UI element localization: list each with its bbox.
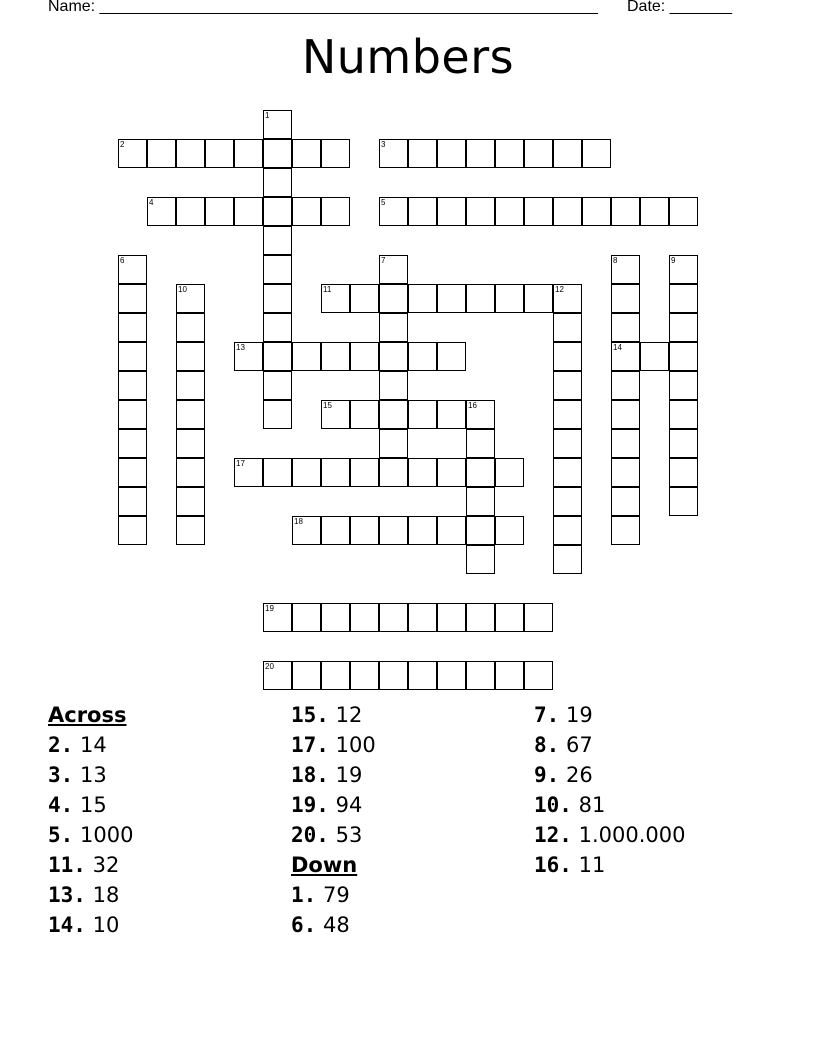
- grid-cell[interactable]: [176, 487, 205, 516]
- grid-cell[interactable]: [263, 342, 292, 371]
- grid-cell[interactable]: [118, 139, 147, 168]
- clue-down: 16. 11: [534, 853, 606, 877]
- grid-cell[interactable]: [669, 313, 698, 342]
- clue-number-label: 19: [265, 604, 274, 613]
- clue-down: 7. 19: [534, 703, 593, 727]
- grid-cell[interactable]: [263, 139, 292, 168]
- clue-across: 11. 32: [48, 853, 120, 877]
- grid-cell[interactable]: [321, 197, 350, 226]
- grid-cell[interactable]: [379, 197, 408, 226]
- grid-cell[interactable]: [321, 284, 350, 313]
- grid-cell[interactable]: [205, 139, 234, 168]
- grid-cell[interactable]: [495, 603, 524, 632]
- grid-cell[interactable]: [176, 516, 205, 545]
- grid-cell[interactable]: [118, 458, 147, 487]
- down-heading: Down: [291, 853, 358, 877]
- grid-cell[interactable]: [379, 284, 408, 313]
- grid-cell[interactable]: [553, 545, 582, 574]
- grid-cell[interactable]: [379, 661, 408, 690]
- grid-cell[interactable]: [611, 429, 640, 458]
- clue-across: 3. 13: [48, 763, 107, 787]
- clue-number-label: 13: [236, 343, 245, 352]
- clue-number-label: 4: [149, 198, 154, 207]
- grid-cell[interactable]: [466, 429, 495, 458]
- grid-cell[interactable]: [263, 400, 292, 429]
- grid-cell[interactable]: [437, 603, 466, 632]
- grid-cell[interactable]: [118, 371, 147, 400]
- clue-number-label: 8: [613, 256, 618, 265]
- grid-cell[interactable]: [176, 197, 205, 226]
- clue-number-label: 7: [381, 256, 386, 265]
- grid-cell[interactable]: [147, 197, 176, 226]
- grid-cell[interactable]: [176, 313, 205, 342]
- grid-cell[interactable]: [350, 400, 379, 429]
- clue-across: 2. 14: [48, 733, 107, 757]
- grid-cell[interactable]: [669, 342, 698, 371]
- grid-cell[interactable]: [669, 197, 698, 226]
- grid-cell[interactable]: [292, 661, 321, 690]
- grid-cell[interactable]: [582, 197, 611, 226]
- grid-cell[interactable]: [495, 197, 524, 226]
- grid-cell[interactable]: [321, 603, 350, 632]
- grid-cell[interactable]: [321, 458, 350, 487]
- grid-cell[interactable]: [437, 400, 466, 429]
- grid-cell[interactable]: [495, 661, 524, 690]
- grid-cell[interactable]: [263, 458, 292, 487]
- grid-cell[interactable]: [147, 139, 176, 168]
- grid-cell[interactable]: [553, 400, 582, 429]
- clue-number-label: 17: [236, 459, 245, 468]
- grid-cell[interactable]: [669, 487, 698, 516]
- grid-cell[interactable]: [553, 284, 582, 313]
- grid-cell[interactable]: [524, 661, 553, 690]
- grid-cell[interactable]: [408, 458, 437, 487]
- clue-number-label: 2: [120, 140, 125, 149]
- grid-cell[interactable]: [292, 342, 321, 371]
- grid-cell[interactable]: [437, 516, 466, 545]
- clue-across: 18. 19: [291, 763, 363, 787]
- clue-number-label: 11: [323, 285, 332, 294]
- clue-number-label: 10: [178, 285, 187, 294]
- grid-cell[interactable]: [350, 284, 379, 313]
- clue-column-2: [291, 700, 376, 940]
- grid-cell[interactable]: [118, 400, 147, 429]
- grid-cell[interactable]: [263, 110, 292, 139]
- grid-cell[interactable]: [466, 661, 495, 690]
- clue-number-label: 9: [671, 256, 676, 265]
- grid-cell[interactable]: [495, 284, 524, 313]
- clue-across: 14. 10: [48, 913, 120, 937]
- grid-cell[interactable]: [234, 342, 263, 371]
- clue-across: 4. 15: [48, 793, 107, 817]
- grid-cell[interactable]: [176, 429, 205, 458]
- grid-cell[interactable]: [234, 197, 263, 226]
- grid-cell[interactable]: [466, 603, 495, 632]
- grid-cell[interactable]: [118, 342, 147, 371]
- date-field-label: Date: _______: [627, 0, 732, 15]
- grid-cell[interactable]: [292, 458, 321, 487]
- grid-cell[interactable]: [669, 458, 698, 487]
- grid-cell[interactable]: [379, 458, 408, 487]
- grid-cell[interactable]: [350, 661, 379, 690]
- grid-cell[interactable]: [553, 487, 582, 516]
- grid-cell[interactable]: [466, 139, 495, 168]
- clue-number-label: 15: [323, 401, 332, 410]
- grid-cell[interactable]: [408, 603, 437, 632]
- grid-cell[interactable]: [495, 139, 524, 168]
- grid-cell[interactable]: [582, 139, 611, 168]
- grid-cell[interactable]: [669, 429, 698, 458]
- grid-cell[interactable]: [611, 487, 640, 516]
- grid-cell[interactable]: [669, 284, 698, 313]
- grid-cell[interactable]: [408, 197, 437, 226]
- grid-cell[interactable]: [611, 371, 640, 400]
- grid-cell[interactable]: [466, 545, 495, 574]
- grid-cell[interactable]: [466, 197, 495, 226]
- grid-cell[interactable]: [292, 603, 321, 632]
- grid-cell[interactable]: [437, 139, 466, 168]
- grid-cell[interactable]: [350, 516, 379, 545]
- grid-cell[interactable]: [379, 371, 408, 400]
- clue-column-1: [48, 700, 133, 940]
- grid-cell[interactable]: [263, 603, 292, 632]
- grid-cell[interactable]: [205, 197, 234, 226]
- clue-across: 5. 1000: [48, 823, 134, 847]
- grid-cell[interactable]: [118, 313, 147, 342]
- clue-number-label: 18: [294, 517, 303, 526]
- grid-cell[interactable]: [611, 255, 640, 284]
- grid-cell[interactable]: [669, 400, 698, 429]
- clue-number-label: 20: [265, 662, 274, 671]
- clue-across: 19. 94: [291, 793, 363, 817]
- grid-cell[interactable]: [321, 516, 350, 545]
- clue-number-label: 12: [555, 285, 564, 294]
- clue-down: 10. 81: [534, 793, 606, 817]
- grid-cell[interactable]: [640, 197, 669, 226]
- grid-cell[interactable]: [350, 458, 379, 487]
- grid-cell[interactable]: [263, 313, 292, 342]
- grid-cell[interactable]: [176, 371, 205, 400]
- grid-cell[interactable]: [350, 342, 379, 371]
- grid-cell[interactable]: [234, 458, 263, 487]
- clue-number-label: 3: [381, 140, 386, 149]
- across-heading: Across: [48, 703, 127, 727]
- grid-cell[interactable]: [553, 342, 582, 371]
- grid-cell[interactable]: [669, 371, 698, 400]
- clue-across: 13. 18: [48, 883, 120, 907]
- grid-cell[interactable]: [379, 400, 408, 429]
- grid-cell[interactable]: [553, 458, 582, 487]
- grid-cell[interactable]: [321, 139, 350, 168]
- grid-cell[interactable]: [466, 487, 495, 516]
- grid-cell[interactable]: [553, 139, 582, 168]
- grid-cell[interactable]: [379, 429, 408, 458]
- grid-cell[interactable]: [611, 400, 640, 429]
- grid-cell[interactable]: [263, 168, 292, 197]
- grid-cell[interactable]: [408, 139, 437, 168]
- grid-cell[interactable]: [379, 139, 408, 168]
- grid-cell[interactable]: [379, 255, 408, 284]
- grid-cell[interactable]: [466, 400, 495, 429]
- clue-down: 1. 79: [291, 883, 350, 907]
- grid-cell[interactable]: [466, 458, 495, 487]
- grid-cell[interactable]: [437, 197, 466, 226]
- grid-cell[interactable]: [524, 284, 553, 313]
- grid-cell[interactable]: [176, 400, 205, 429]
- grid-cell[interactable]: [408, 400, 437, 429]
- page-title: Numbers: [301, 30, 515, 84]
- name-field-label: Name: ________________________________________________________: [48, 0, 598, 15]
- grid-cell[interactable]: [292, 197, 321, 226]
- grid-cell[interactable]: [553, 197, 582, 226]
- grid-cell[interactable]: [118, 429, 147, 458]
- grid-cell[interactable]: [553, 516, 582, 545]
- clue-down: 9. 26: [534, 763, 593, 787]
- grid-cell[interactable]: [118, 284, 147, 313]
- grid-cell[interactable]: [408, 661, 437, 690]
- grid-cell[interactable]: [379, 516, 408, 545]
- grid-cell[interactable]: [176, 458, 205, 487]
- grid-cell[interactable]: [263, 197, 292, 226]
- grid-cell[interactable]: [321, 661, 350, 690]
- grid-cell[interactable]: [611, 458, 640, 487]
- clue-number-label: 14: [613, 343, 622, 352]
- grid-cell[interactable]: [176, 342, 205, 371]
- clue-across: 20. 53: [291, 823, 363, 847]
- grid-cell[interactable]: [118, 487, 147, 516]
- grid-cell[interactable]: [379, 603, 408, 632]
- clue-number-label: 1: [265, 111, 270, 120]
- grid-cell[interactable]: [263, 371, 292, 400]
- grid-cell[interactable]: [466, 516, 495, 545]
- clue-across: 15. 12: [291, 703, 363, 727]
- clue-number-label: 6: [120, 256, 125, 265]
- grid-cell[interactable]: [118, 255, 147, 284]
- grid-cell[interactable]: [437, 458, 466, 487]
- clue-down: 8. 67: [534, 733, 593, 757]
- grid-cell[interactable]: [408, 516, 437, 545]
- clue-column-3: [534, 700, 686, 880]
- grid-cell[interactable]: [437, 661, 466, 690]
- clue-down: 12. 1.000.000: [534, 823, 686, 847]
- grid-cell[interactable]: [379, 313, 408, 342]
- clue-number-label: 5: [381, 198, 386, 207]
- grid-cell[interactable]: [321, 342, 350, 371]
- grid-cell[interactable]: [176, 284, 205, 313]
- grid-cell[interactable]: [234, 139, 263, 168]
- grid-cell[interactable]: [611, 313, 640, 342]
- grid-cell[interactable]: [408, 342, 437, 371]
- grid-cell[interactable]: [495, 516, 524, 545]
- grid-cell[interactable]: [524, 197, 553, 226]
- grid-cell[interactable]: [611, 197, 640, 226]
- grid-cell[interactable]: [263, 661, 292, 690]
- grid-cell[interactable]: [263, 226, 292, 255]
- grid-cell[interactable]: [263, 284, 292, 313]
- grid-cell[interactable]: [524, 139, 553, 168]
- grid-cell[interactable]: [553, 313, 582, 342]
- clue-down: 6. 48: [291, 913, 350, 937]
- grid-cell[interactable]: [611, 284, 640, 313]
- grid-cell[interactable]: [292, 516, 321, 545]
- grid-cell[interactable]: [611, 342, 640, 371]
- grid-cell[interactable]: [437, 284, 466, 313]
- grid-cell[interactable]: [640, 342, 669, 371]
- grid-cell[interactable]: [176, 139, 205, 168]
- grid-cell[interactable]: [437, 342, 466, 371]
- clue-number-label: 16: [468, 401, 477, 410]
- grid-cell[interactable]: [611, 516, 640, 545]
- grid-cell[interactable]: [379, 342, 408, 371]
- grid-cell[interactable]: [553, 371, 582, 400]
- grid-cell[interactable]: [553, 429, 582, 458]
- grid-cell[interactable]: [408, 284, 437, 313]
- grid-cell[interactable]: [524, 603, 553, 632]
- grid-cell[interactable]: [350, 603, 379, 632]
- clue-across: 17. 100: [291, 733, 376, 757]
- grid-cell[interactable]: [263, 255, 292, 284]
- grid-cell[interactable]: [118, 516, 147, 545]
- grid-cell[interactable]: [669, 255, 698, 284]
- grid-cell[interactable]: [292, 139, 321, 168]
- grid-cell[interactable]: [495, 458, 524, 487]
- grid-cell[interactable]: [466, 284, 495, 313]
- grid-cell[interactable]: [321, 400, 350, 429]
